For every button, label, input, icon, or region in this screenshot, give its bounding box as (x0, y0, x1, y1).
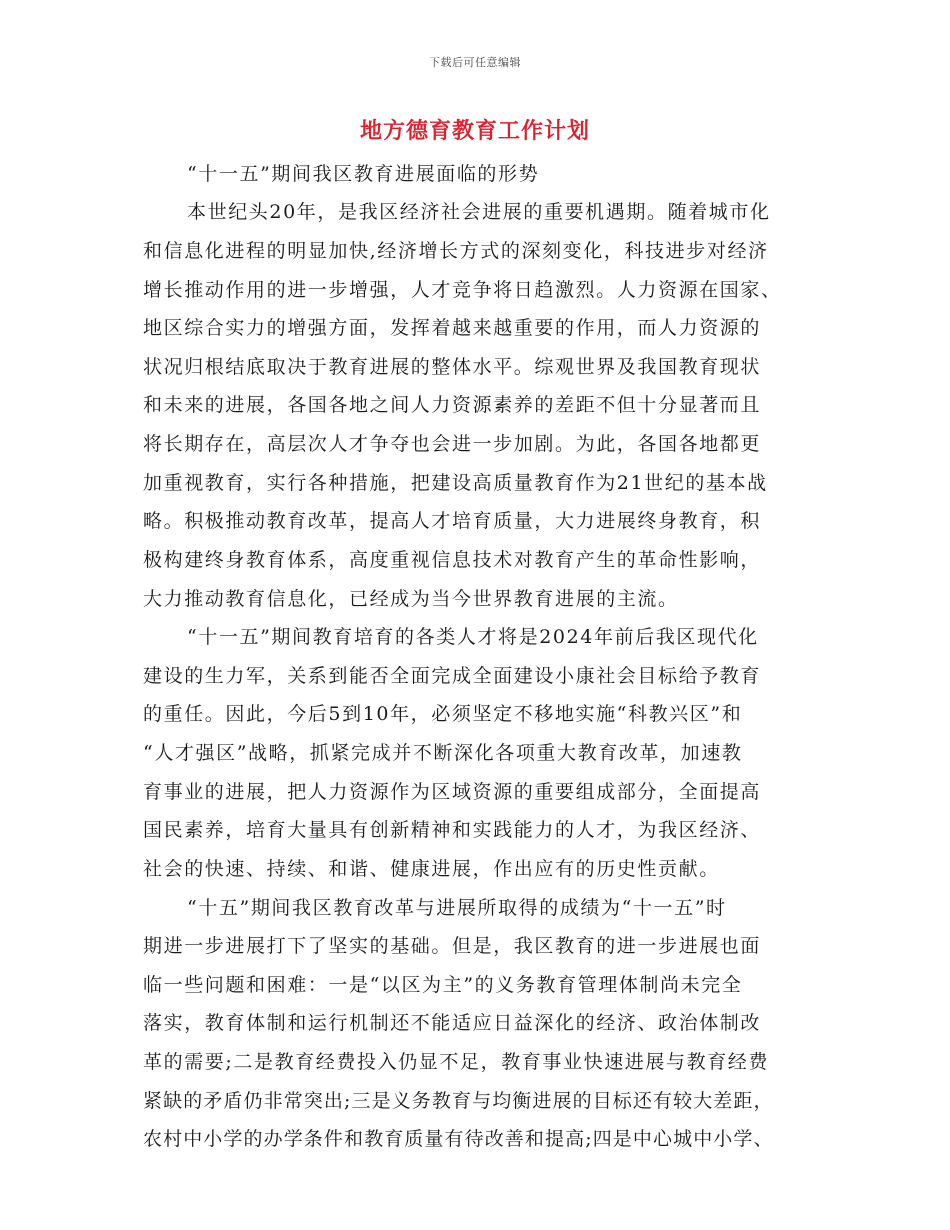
document-title: 地方德育教育工作计划 (359, 118, 590, 144)
body-line: 革的需要;二是教育经费投入仍显不足，教育事业快速进展与教育经费 (143, 1051, 770, 1073)
body-line: 增长推动作用的进一步增强，人才竞争将日趋激烈。人力资源在国家、 (143, 279, 782, 301)
body-line: 略。积极推动教育改革，提高人才培育质量，大力进展终身教育，积 (143, 510, 762, 532)
body-line: 状况归根结底取决于教育进展的整体水平。综观世界及我国教育现状 (143, 356, 762, 378)
body-line: 育事业的进展，把人力资源作为区域资源的重要组成部分，全面提高 (143, 781, 762, 803)
body-line: 地区综合实力的增强方面，发挥着越来越重要的作用，而人力资源的 (143, 317, 762, 339)
body-line: 将长期存在，高层次人才争夺也会进一步加剧。为此，各国各地都更 (143, 433, 762, 455)
body-line: 社会的快速、持续、和谐、健康进展，作出应有的历史性贡献。 (143, 858, 720, 880)
body-line: 落实，教育体制和运行机制还不能适应日益深化的经济、政治体制改 (143, 1012, 762, 1034)
body-line: “十一五”期间教育培育的各类人才将是2024年前后我区现代化 (187, 626, 759, 648)
body-line: 加重视教育，实行各种措施，把建设高质量教育作为21世纪的基本战 (143, 472, 768, 494)
header-note: 下载后可任意编辑 (429, 56, 521, 69)
body-line: 建设的生力军，关系到能否全面完成全面建设小康社会目标给予教育 (143, 665, 762, 687)
body-line: 本世纪头20年，是我区经济社会进展的重要机遇期。随着城市化 (187, 201, 771, 223)
body-line: 临一些问题和困难：一是“以区为主”的义务教育管理体制尚未完全 (143, 974, 743, 996)
body-line: 和未来的进展，各国各地之间人力资源素养的差距不但十分显著而且 (143, 394, 762, 416)
body-line: “人才强区”战略，抓紧完成并不断深化各项重大教育改革，加速教 (143, 742, 743, 764)
body-line: 期进一步进展打下了坚实的基础。但是，我区教育的进一步进展也面 (143, 935, 762, 957)
body-line: “十五”期间我区教育改革与进展所取得的成绩为“十一五”时 (187, 897, 727, 919)
body-line: 和信息化进程的明显加快,经济增长方式的深刻变化，科技进步对经济 (143, 240, 769, 262)
body-line: 大力推动教育信息化，已经成为当今世界教育进展的主流。 (143, 588, 679, 610)
body-line: 农村中小学的办学条件和教育质量有待改善和提高;四是中心城中小学、 (143, 1128, 774, 1150)
body-line: 极构建终身教育体系，高度重视信息技术对教育产生的革命性影响， (143, 549, 762, 571)
body-line: “十一五”期间我区教育进展面临的形势 (187, 163, 540, 185)
body-line: 的重任。因此，今后5到10年，必须坚定不移地实施“科教兴区”和 (143, 703, 743, 725)
body-line: 紧缺的矛盾仍非常突出;三是义务教育与均衡进展的目标还有较大差距， (143, 1090, 774, 1112)
body-line: 国民素养，培育大量具有创新精神和实践能力的人才，为我区经济、 (143, 819, 762, 841)
